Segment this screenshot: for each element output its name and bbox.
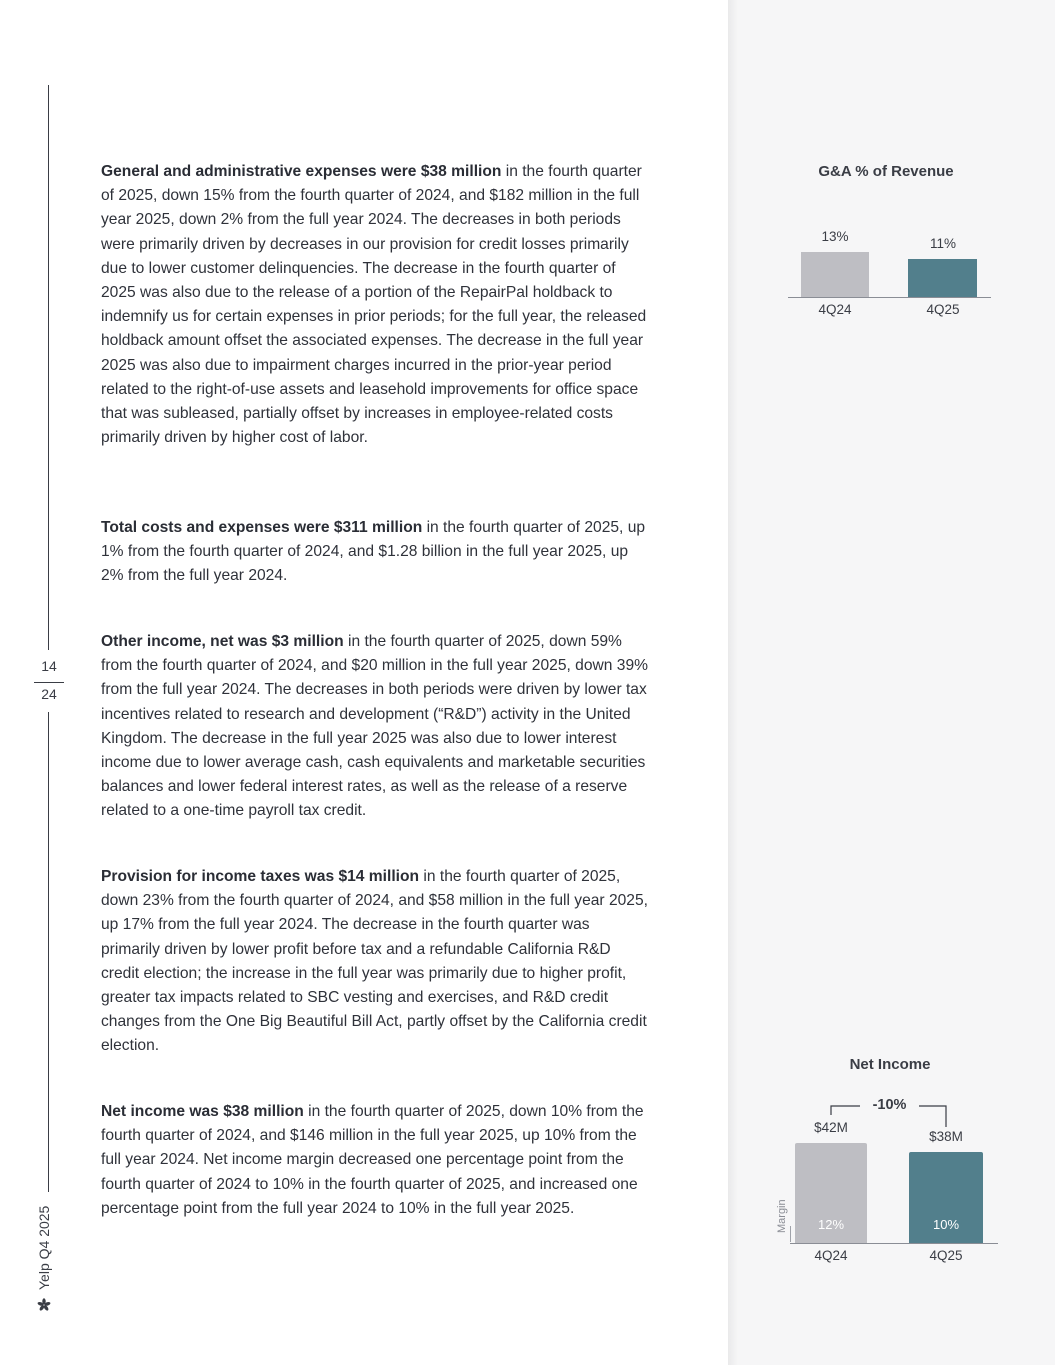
ga-x-label-4q25: 4Q25	[926, 302, 960, 317]
ni-value-label-4q25: $38M	[929, 1129, 963, 1144]
ni-x-label-4q25: 4Q25	[929, 1248, 963, 1263]
paragraph-lead: General and administrative expenses were $38 million	[101, 163, 502, 180]
paragraph-lead: Net income was $38 million	[101, 1103, 304, 1120]
brand-text: Yelp Q4 2025	[36, 1205, 52, 1290]
ga-chart-title: G&A % of Revenue	[818, 163, 954, 180]
ga-value-label-4q24: 13%	[821, 229, 849, 244]
ga-x-label-4q24: 4Q24	[818, 302, 852, 317]
ni-change-label: -10%	[872, 1097, 907, 1113]
paragraph-body: in the fourth quarter of 2025, down 59% from the fourth quarter of 2024, and $20 million in the full year 2025, down 39% from the full year 2024. The decreases in both periods were driven by lower tax incentives related to research and development (“R&D”) activity in the United Kingdom. The decrease in the full year 2025 was also due to lower interest income due to lower average cash, cash equivalents and marketable securities balances and lower federal interest rates, as well as the release of a reserve related to a one-time payroll tax credit.	[101, 633, 648, 820]
page-number-current: 14	[41, 658, 57, 674]
ni-margin-label-4q25: 10%	[932, 1217, 960, 1232]
ni-x-label-4q24: 4Q24	[814, 1248, 848, 1263]
paragraph-body: in the fourth quarter of 2025, down 10% from the fourth quarter of 2024, and $146 million in the full year 2025, up 10% from the full year 2024. Net income margin decreased one percentage point from the fourth quarter of 2024 to 10% in the fourth quarter of 2025, and increased one percentage point from the full year 2024 to 10% in the full year 2025.	[101, 1103, 644, 1217]
paragraph-body: in the fourth quarter of 2025, up 1% from the fourth quarter of 2024, and $1.28 billion in the full year 2025, up 2% from the full year 2024.	[101, 519, 646, 585]
page-number-total: 24	[41, 686, 57, 702]
paragraph-lead: Provision for income taxes was $14 million	[101, 868, 420, 885]
ni-value-label-4q24: $42M	[814, 1120, 848, 1135]
ni-margin-label-4q24: 12%	[817, 1217, 845, 1232]
paragraph-body: in the fourth quarter of 2025, down 15% from the fourth quarter of 2024, and $182 million in the full year 2025, down 2% from the full year 2024. The decreases in both periods were primarily driven by decreases in our provision for credit losses primarily due to lower customer delinquencies. The decrease in the fourth quarter of 2025 was also due to the release of a portion of the RepairPal holdback to indemnify us for certain expenses in prior periods; for the full year, the released holdback amount offset the associated expenses. The decrease in the full year 2025 was also due to impairment charges incurred in the prior-year period related to the right-of-use assets and leasehold improvements for office space that was subleased, partially offset by increases in employee-related costs primarily driven by higher cost of labor.	[101, 163, 647, 447]
paragraph-lead: Total costs and expenses were $311 million	[101, 519, 423, 536]
ni-chart-title: Net Income	[849, 1056, 931, 1073]
ni-margin-tick	[790, 1226, 791, 1242]
paragraph-lead: Other income, net was $3 million	[101, 633, 344, 650]
ni-margin-axis-label: Margin	[776, 1199, 788, 1233]
ga-value-label-4q25: 11%	[929, 236, 957, 251]
paragraph-body: in the fourth quarter of 2025, down 23% from the fourth quarter of 2024, and $58 million in the full year 2025, up 17% from the full year 2024. The decrease in the fourth quarter was primarily driven by lower profit before tax and a refundable California R&D credit election; the increase in the full year was primarily due to higher profit, greater tax impacts related to SBC vesting and exercises, and R&D credit changes from the One Big Beautiful Bill Act, partly offset by the California credit election.	[101, 868, 648, 1055]
ni-x-axis	[790, 1243, 998, 1244]
